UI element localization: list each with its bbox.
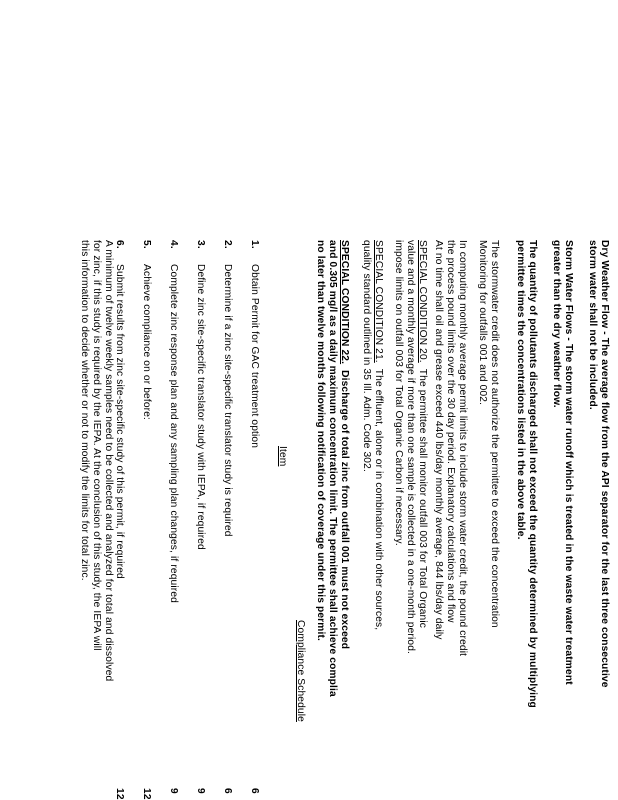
text-line: The stormwater credit does not authorize the permittee to exceed the concentration: [489, 240, 500, 628]
schedule-item: [113, 240, 125, 800]
schedule-item: [140, 240, 152, 800]
item-due: 9: [195, 788, 206, 794]
item-number: 4.: [168, 240, 179, 249]
item-due: 9: [168, 788, 179, 794]
condition-label: SPECIAL CONDITION 20.: [417, 240, 428, 363]
item-text: Determine if a zinc site-specific translator study is required: [222, 264, 233, 537]
item-due: 12: [141, 788, 152, 800]
text-line: value and a monthly average if more than one sample is collected in a one-month period.: [404, 240, 416, 654]
pollutants-paragraph: [514, 240, 538, 800]
text-line: this information to decide whether or not to modify the limits for total zinc.: [78, 240, 90, 581]
text-line: greater than the dry weather flow.: [550, 240, 562, 408]
condition-label: SPECIAL CONDITION 21.: [373, 240, 384, 363]
text-line: Monitoring for outfalls 001 and 002.: [476, 240, 488, 406]
item-due: 6: [249, 788, 260, 794]
item-text: Submit results from zinc site-specific study of this permit, if required: [114, 264, 125, 579]
special-condition-22: [313, 240, 350, 800]
storm-water-paragraph: [550, 240, 574, 800]
item-number: 3.: [195, 240, 206, 249]
dry-weather-paragraph: [586, 240, 610, 800]
schedule-item: [248, 240, 260, 794]
item-text: Achieve compliance on or before:: [141, 264, 152, 421]
item-text: Obtain Permit for GAC treatment option: [249, 264, 260, 449]
text-line: In computing monthly average permit limits to include storm water credit, the pound credit: [457, 240, 468, 657]
schedule-item: [194, 240, 206, 794]
item-number: 6.: [114, 240, 125, 249]
text-line: storm water shall not be included.: [586, 240, 598, 410]
item-text: Define zinc site-specific translator study with IEPA, if required: [195, 264, 206, 550]
text-line: the process pound limits over the 30 day period. Explanatory calculations and flow: [444, 240, 456, 623]
compliance-schedule-title: Compliance Schedule: [295, 620, 306, 722]
text-line: and 0.305 mg/l as a daily maximum concentration limit. The permittee shall achieve complia: [326, 240, 338, 697]
schedule-item: [221, 240, 233, 794]
item-number: 1.: [249, 240, 260, 249]
text-line: permittee times the concentrations listed in the above table.: [514, 240, 526, 540]
item-due: 12: [114, 788, 125, 800]
text-line: quality standard outlined in 35 Ill. Adm. Code 302.: [360, 240, 372, 472]
text-line: no later than twelve months following notification of coverage under this permit.: [314, 240, 326, 642]
text-line: A minimum of twelve weekly samples need to be collected and analyzed for total and dissolved: [103, 240, 114, 682]
text-line: Dry Weather Flow - The average flow from the API separator for the last three consecutive: [599, 240, 610, 688]
monthly-average-paragraph: [431, 240, 468, 800]
text-line: The permittee shall monitor outfall 003 for Total Organic: [417, 368, 428, 628]
stormwater-credit-paragraph: [476, 240, 500, 800]
text-line: At no time shall oil and grease exceed 440 lbs/day monthly average, 844 lbs/day daily: [432, 240, 444, 640]
special-condition-20: [391, 240, 428, 800]
closing-paragraph: [77, 240, 114, 800]
special-condition-21: [360, 240, 384, 800]
schedule-item: [167, 240, 179, 794]
item-number: 5.: [141, 240, 152, 249]
text-line: Storm Water Flows - The storm water runoff which is treated in the waste water treatment: [563, 240, 574, 685]
item-text: Complete zinc response plan and any sampling plan changes, if required: [168, 264, 179, 603]
text-line: The quantity of pollutants discharged shall not exceed the quantity determined by multiplying: [527, 240, 538, 708]
text-line: The effluent, alone or in combination with other sources,: [373, 368, 384, 631]
item-due: 6: [222, 788, 233, 794]
text-line: for zinc, if this study is required by the IEPA. At the conclusion of this study, the IEPA will: [90, 240, 102, 651]
item-column-header: Item: [277, 446, 288, 467]
text-line: impose limits on outfall 003 for Total Organic Carbon if necessary.: [392, 240, 404, 546]
item-number: 2.: [222, 240, 233, 249]
condition-label: SPECIAL CONDITION 22.: [339, 240, 350, 365]
text-line: Discharge of total zinc from outfall 001 must not exceed: [339, 370, 350, 650]
